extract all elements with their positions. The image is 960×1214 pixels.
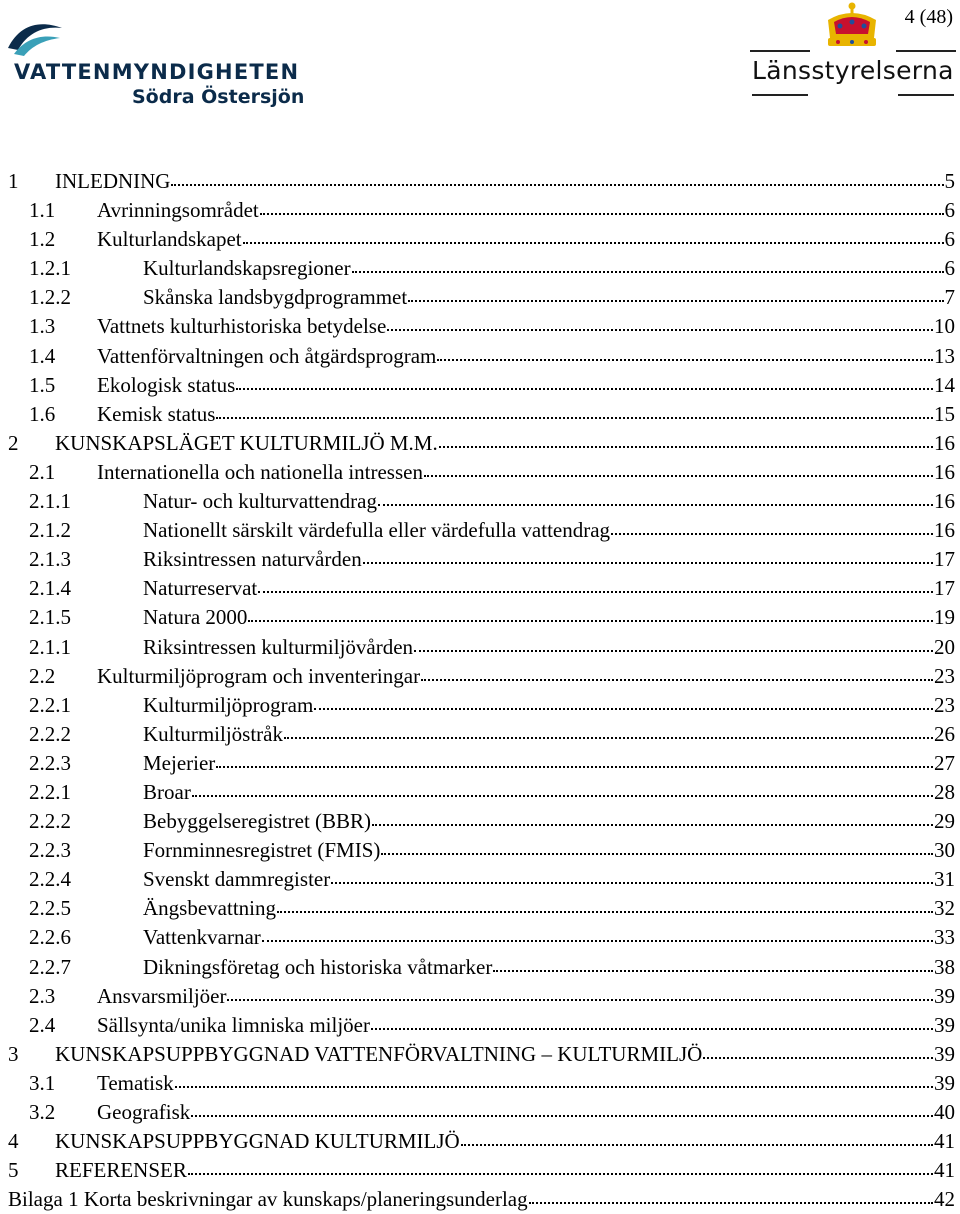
toc-entry-page[interactable]: 23 bbox=[934, 663, 955, 688]
toc-entry[interactable] bbox=[8, 428, 955, 457]
toc-entry[interactable] bbox=[8, 486, 955, 515]
toc-entry[interactable] bbox=[8, 893, 955, 922]
vattenmyndigheten-logo bbox=[6, 14, 306, 108]
toc-entry-title[interactable]: Vattnets kulturhistoriska betydelse bbox=[97, 314, 387, 339]
toc-entry-title[interactable]: Tematisk bbox=[97, 1070, 174, 1095]
toc-dot-leader bbox=[437, 341, 933, 363]
toc-entry-title[interactable]: Kulturmiljöstråk bbox=[143, 721, 283, 746]
toc-entry[interactable] bbox=[8, 1068, 955, 1097]
toc-entry-page[interactable]: 31 bbox=[934, 867, 955, 892]
toc-entry[interactable] bbox=[8, 370, 955, 399]
toc-entry-number: 2.1.1 bbox=[29, 634, 71, 659]
toc-entry[interactable] bbox=[8, 632, 955, 661]
toc-entry[interactable] bbox=[8, 661, 955, 690]
toc-entry-number: 2.1.4 bbox=[29, 576, 71, 601]
toc-entry[interactable] bbox=[8, 253, 955, 282]
logo-name-line1: VATTENMYNDIGHETEN bbox=[14, 60, 300, 84]
toc-entry[interactable] bbox=[8, 719, 955, 748]
toc-entry-page[interactable]: 17 bbox=[934, 547, 955, 572]
toc-dot-leader bbox=[493, 952, 933, 974]
toc-dot-leader bbox=[611, 515, 933, 537]
toc-entry-page[interactable]: 20 bbox=[934, 634, 955, 659]
toc-entry-page[interactable]: 39 bbox=[934, 1041, 955, 1066]
toc-entry[interactable] bbox=[8, 1010, 955, 1039]
toc-entry-title[interactable]: Natur- och kulturvattendrag bbox=[143, 489, 377, 514]
toc-entry[interactable] bbox=[8, 311, 955, 340]
toc-entry-page[interactable]: 29 bbox=[934, 809, 955, 834]
toc-entry-number: 2.1 bbox=[29, 459, 56, 484]
toc-entry-number: 2.2.7 bbox=[29, 954, 71, 979]
toc-entry-title[interactable]: Dikningsföretag och historiska våtmarker bbox=[143, 954, 493, 979]
toc-entry-title[interactable]: Fornminnesregistret (FMIS) bbox=[143, 838, 381, 863]
toc-entry-number: 5 bbox=[8, 1158, 19, 1183]
toc-entry-page[interactable]: 38 bbox=[934, 954, 955, 979]
toc-entry-number: 1.6 bbox=[29, 401, 56, 426]
toc-entry-title[interactable]: Nationellt särskilt värdefulla eller värdefulla vattendrag bbox=[143, 518, 611, 543]
toc-entry-number: 4 bbox=[8, 1129, 19, 1154]
toc-entry-number: 2.2.5 bbox=[29, 896, 71, 921]
toc-entry[interactable] bbox=[8, 1039, 955, 1068]
toc-entry-page[interactable]: 27 bbox=[934, 750, 955, 775]
toc-entry-page[interactable]: 40 bbox=[934, 1100, 955, 1124]
logo-rule-left bbox=[750, 50, 810, 52]
toc-dot-leader bbox=[331, 864, 933, 886]
toc-dot-leader bbox=[529, 1184, 933, 1206]
toc-entry-page[interactable]: 30 bbox=[934, 838, 955, 863]
toc-dot-leader bbox=[461, 1126, 933, 1148]
toc-entry-title[interactable]: Riksintressen naturvården bbox=[143, 547, 362, 572]
toc-entry-number: 2.4 bbox=[29, 1012, 56, 1037]
toc-entry-title[interactable]: REFERENSER bbox=[55, 1158, 187, 1183]
toc-entry-title[interactable]: Kulturlandskapet bbox=[97, 227, 242, 252]
toc-entry-title[interactable]: Vattenkvarnar bbox=[143, 925, 261, 950]
toc-entry[interactable] bbox=[8, 573, 955, 602]
toc-entry-title[interactable]: Bilaga 1 Korta beskrivningar av kunskaps/planeringsunderlag bbox=[8, 1187, 528, 1212]
toc-entry-page[interactable]: 41 bbox=[934, 1129, 955, 1154]
toc-entry[interactable] bbox=[8, 544, 955, 573]
toc-entry[interactable] bbox=[8, 1126, 955, 1155]
toc-entry-page[interactable]: 5 bbox=[944, 169, 955, 193]
toc-entry-page[interactable]: 26 bbox=[934, 721, 955, 746]
toc-entry-number: 2.2.1 bbox=[29, 779, 71, 804]
toc-entry-title[interactable]: Kemisk status bbox=[97, 401, 216, 426]
toc-dot-leader bbox=[236, 370, 933, 392]
toc-dot-leader bbox=[175, 1068, 933, 1090]
toc-entry-page[interactable]: 41 bbox=[934, 1158, 955, 1183]
lansstyrelserna-logo bbox=[748, 0, 958, 100]
toc-entry[interactable] bbox=[8, 952, 955, 981]
toc-entry[interactable] bbox=[8, 1155, 955, 1184]
toc-entry-title[interactable]: Naturreservat bbox=[143, 576, 258, 601]
toc-entry-page[interactable]: 42 bbox=[934, 1187, 955, 1212]
toc-entry-number: 1.4 bbox=[29, 343, 56, 368]
toc-entry-page[interactable]: 19 bbox=[934, 605, 955, 630]
toc-entry-number: 2.2.1 bbox=[29, 692, 71, 717]
toc-dot-leader bbox=[216, 399, 933, 421]
toc-dot-leader bbox=[371, 1010, 933, 1032]
toc-entry[interactable] bbox=[8, 341, 955, 370]
toc-entry-title[interactable]: Svenskt dammregister bbox=[143, 867, 331, 892]
toc-entry-page[interactable]: 39 bbox=[934, 983, 955, 1008]
toc-entry[interactable] bbox=[8, 922, 955, 951]
logo-rule-bottom-left bbox=[752, 94, 808, 96]
toc-dot-leader bbox=[387, 311, 933, 333]
toc-dot-leader bbox=[192, 777, 933, 799]
toc-entry-title[interactable]: Ängsbevattning bbox=[143, 896, 276, 921]
toc-entry[interactable] bbox=[8, 690, 955, 719]
toc-entry-title[interactable]: INLEDNING bbox=[55, 169, 171, 193]
toc-entry-number: 1 bbox=[8, 169, 19, 193]
toc-entry-page[interactable]: 6 bbox=[944, 256, 955, 281]
toc-entry-number: 1.2 bbox=[29, 227, 56, 252]
toc-dot-leader bbox=[260, 195, 944, 217]
toc-entry-title[interactable]: KUNSKAPSLÄGET KULTURMILJÖ M.M. bbox=[55, 430, 438, 455]
toc-entry-page[interactable]: 32 bbox=[934, 896, 955, 921]
toc-entry-number: 2.2.4 bbox=[29, 867, 71, 892]
toc-dot-leader bbox=[703, 1039, 933, 1061]
toc-entry-page[interactable]: 39 bbox=[934, 1012, 955, 1037]
toc-entry-number: 2.1.1 bbox=[29, 489, 71, 514]
toc-dot-leader bbox=[262, 922, 933, 944]
toc-entry-page[interactable]: 39 bbox=[934, 1070, 955, 1095]
toc-entry-title[interactable]: Internationella och nationella intressen bbox=[97, 459, 423, 484]
toc-entry-number: 1.2.2 bbox=[29, 285, 71, 310]
toc-entry[interactable] bbox=[8, 835, 955, 864]
toc-entry-title[interactable]: Ekologisk status bbox=[97, 372, 236, 397]
toc-dot-leader bbox=[381, 835, 933, 857]
toc-dot-leader bbox=[352, 253, 944, 275]
toc-entry-page[interactable]: 16 bbox=[934, 489, 955, 514]
toc-entry-number: 1.1 bbox=[29, 198, 56, 223]
toc-entry-title[interactable]: Skånska landsbygdprogrammet bbox=[143, 285, 408, 310]
toc-entry-title[interactable]: KUNSKAPSUPPBYGGNAD KULTURMILJÖ bbox=[55, 1129, 460, 1154]
toc-entry-title[interactable]: Kulturmiljöprogram och inventeringar bbox=[97, 663, 421, 688]
toc-entry-number: 2.1.5 bbox=[29, 605, 71, 630]
toc-entry-title[interactable]: Riksintressen kulturmiljövården bbox=[143, 634, 414, 659]
toc-dot-leader bbox=[424, 457, 933, 479]
toc-dot-leader bbox=[216, 748, 933, 770]
toc-dot-leader bbox=[171, 166, 943, 188]
toc-dot-leader bbox=[248, 602, 933, 624]
toc-entry-page[interactable]: 10 bbox=[934, 314, 955, 339]
toc-entry-page[interactable]: 13 bbox=[934, 343, 955, 368]
toc-entry-number: 2.2.2 bbox=[29, 809, 71, 834]
toc-entry-page[interactable]: 28 bbox=[934, 779, 955, 804]
toc-entry[interactable] bbox=[8, 282, 955, 311]
toc-entry[interactable] bbox=[8, 1184, 955, 1213]
toc-entry-page[interactable]: 14 bbox=[934, 372, 955, 397]
toc-entry-number: 2.2 bbox=[29, 663, 56, 688]
toc-entry-title[interactable]: Bebyggelseregistret (BBR) bbox=[143, 809, 372, 834]
toc-entry-page[interactable]: 16 bbox=[934, 518, 955, 543]
toc-entry-page[interactable]: 16 bbox=[934, 430, 955, 455]
toc-entry[interactable] bbox=[8, 602, 955, 631]
logo-name-line2: Södra Östersjön bbox=[132, 86, 305, 108]
toc-entry-number: 2.1.2 bbox=[29, 518, 71, 543]
toc-entry-number: 2.2.3 bbox=[29, 750, 71, 775]
toc-entry-title[interactable]: Kulturlandskapsregioner bbox=[143, 256, 351, 281]
toc-entry[interactable] bbox=[8, 1097, 955, 1126]
toc-dot-leader bbox=[372, 806, 933, 828]
toc-dot-leader bbox=[191, 1097, 933, 1119]
toc-entry-page[interactable]: 15 bbox=[934, 401, 955, 426]
lansstyrelserna-name: Länsstyrelserna bbox=[752, 56, 954, 85]
toc-dot-leader bbox=[421, 661, 933, 683]
toc-entry-title[interactable]: Kulturmiljöprogram bbox=[143, 692, 314, 717]
toc-entry-page[interactable]: 6 bbox=[944, 227, 955, 252]
toc-dot-leader bbox=[408, 282, 943, 304]
toc-dot-leader bbox=[227, 981, 933, 1003]
toc-entry-number: 3.1 bbox=[29, 1070, 56, 1095]
logo-rule-right bbox=[896, 50, 956, 52]
toc-dot-leader bbox=[243, 224, 944, 246]
toc-entry-number: 2.2.2 bbox=[29, 721, 71, 746]
toc-entry-number: 1.2.1 bbox=[29, 256, 71, 281]
toc-entry[interactable] bbox=[8, 457, 955, 486]
toc-entry-number: 2.1.3 bbox=[29, 547, 71, 572]
toc-entry-number: 1.3 bbox=[29, 314, 56, 339]
logo-rule-bottom-right bbox=[898, 94, 954, 96]
toc-dot-leader bbox=[284, 719, 933, 741]
toc-entry[interactable] bbox=[8, 777, 955, 806]
toc-entry[interactable] bbox=[8, 806, 955, 835]
toc-dot-leader bbox=[414, 632, 933, 654]
toc-entry-title[interactable]: Natura 2000 bbox=[143, 605, 248, 630]
toc-entry-title[interactable]: Mejerier bbox=[143, 750, 216, 775]
toc-entry-number: 3 bbox=[8, 1041, 19, 1066]
table-of-contents bbox=[8, 166, 955, 1213]
toc-entry-page[interactable]: 6 bbox=[944, 198, 955, 223]
toc-entry-number: 3.2 bbox=[29, 1100, 56, 1124]
toc-entry-page[interactable]: 7 bbox=[944, 285, 955, 310]
toc-entry-page[interactable]: 17 bbox=[934, 576, 955, 601]
toc-entry-title[interactable]: Broar bbox=[143, 779, 191, 804]
toc-entry-title[interactable]: Geografisk bbox=[97, 1100, 191, 1124]
toc-entry-title[interactable]: KUNSKAPSUPPBYGGNAD VATTENFÖRVALTNING – KULTURMILJÖ bbox=[55, 1041, 703, 1066]
toc-dot-leader bbox=[363, 544, 933, 566]
toc-entry[interactable] bbox=[8, 195, 955, 224]
toc-dot-leader bbox=[277, 893, 933, 915]
toc-dot-leader bbox=[314, 690, 933, 712]
toc-entry-page[interactable]: 33 bbox=[934, 925, 955, 950]
toc-entry[interactable] bbox=[8, 166, 955, 195]
toc-entry-title[interactable]: Avrinningsområdet bbox=[97, 198, 259, 223]
toc-entry-number: 1.5 bbox=[29, 372, 56, 397]
toc-dot-leader bbox=[188, 1155, 933, 1177]
toc-entry-page[interactable]: 23 bbox=[934, 692, 955, 717]
toc-entry-number: 2 bbox=[8, 430, 19, 455]
toc-dot-leader bbox=[439, 428, 933, 450]
toc-dot-leader bbox=[378, 486, 933, 508]
toc-entry[interactable] bbox=[8, 748, 955, 777]
crown-icon bbox=[820, 2, 884, 52]
toc-entry[interactable] bbox=[8, 981, 955, 1010]
toc-entry-number: 2.3 bbox=[29, 983, 56, 1008]
toc-entry-number: 2.2.6 bbox=[29, 925, 71, 950]
toc-entry-title[interactable]: Ansvarsmiljöer bbox=[97, 983, 227, 1008]
toc-entry[interactable] bbox=[8, 515, 955, 544]
toc-entry-title[interactable]: Sällsynta/unika limniska miljöer bbox=[97, 1012, 370, 1037]
wave-icon bbox=[6, 18, 66, 60]
toc-entry[interactable] bbox=[8, 864, 955, 893]
toc-entry[interactable] bbox=[8, 399, 955, 428]
page-number: 4 (48) bbox=[904, 6, 953, 28]
toc-entry[interactable] bbox=[8, 224, 955, 253]
toc-entry-page[interactable]: 16 bbox=[934, 459, 955, 484]
toc-entry-number: 2.2.3 bbox=[29, 838, 71, 863]
toc-dot-leader bbox=[258, 573, 933, 595]
toc-entry-title[interactable]: Vattenförvaltningen och åtgärdsprogram bbox=[97, 343, 437, 368]
